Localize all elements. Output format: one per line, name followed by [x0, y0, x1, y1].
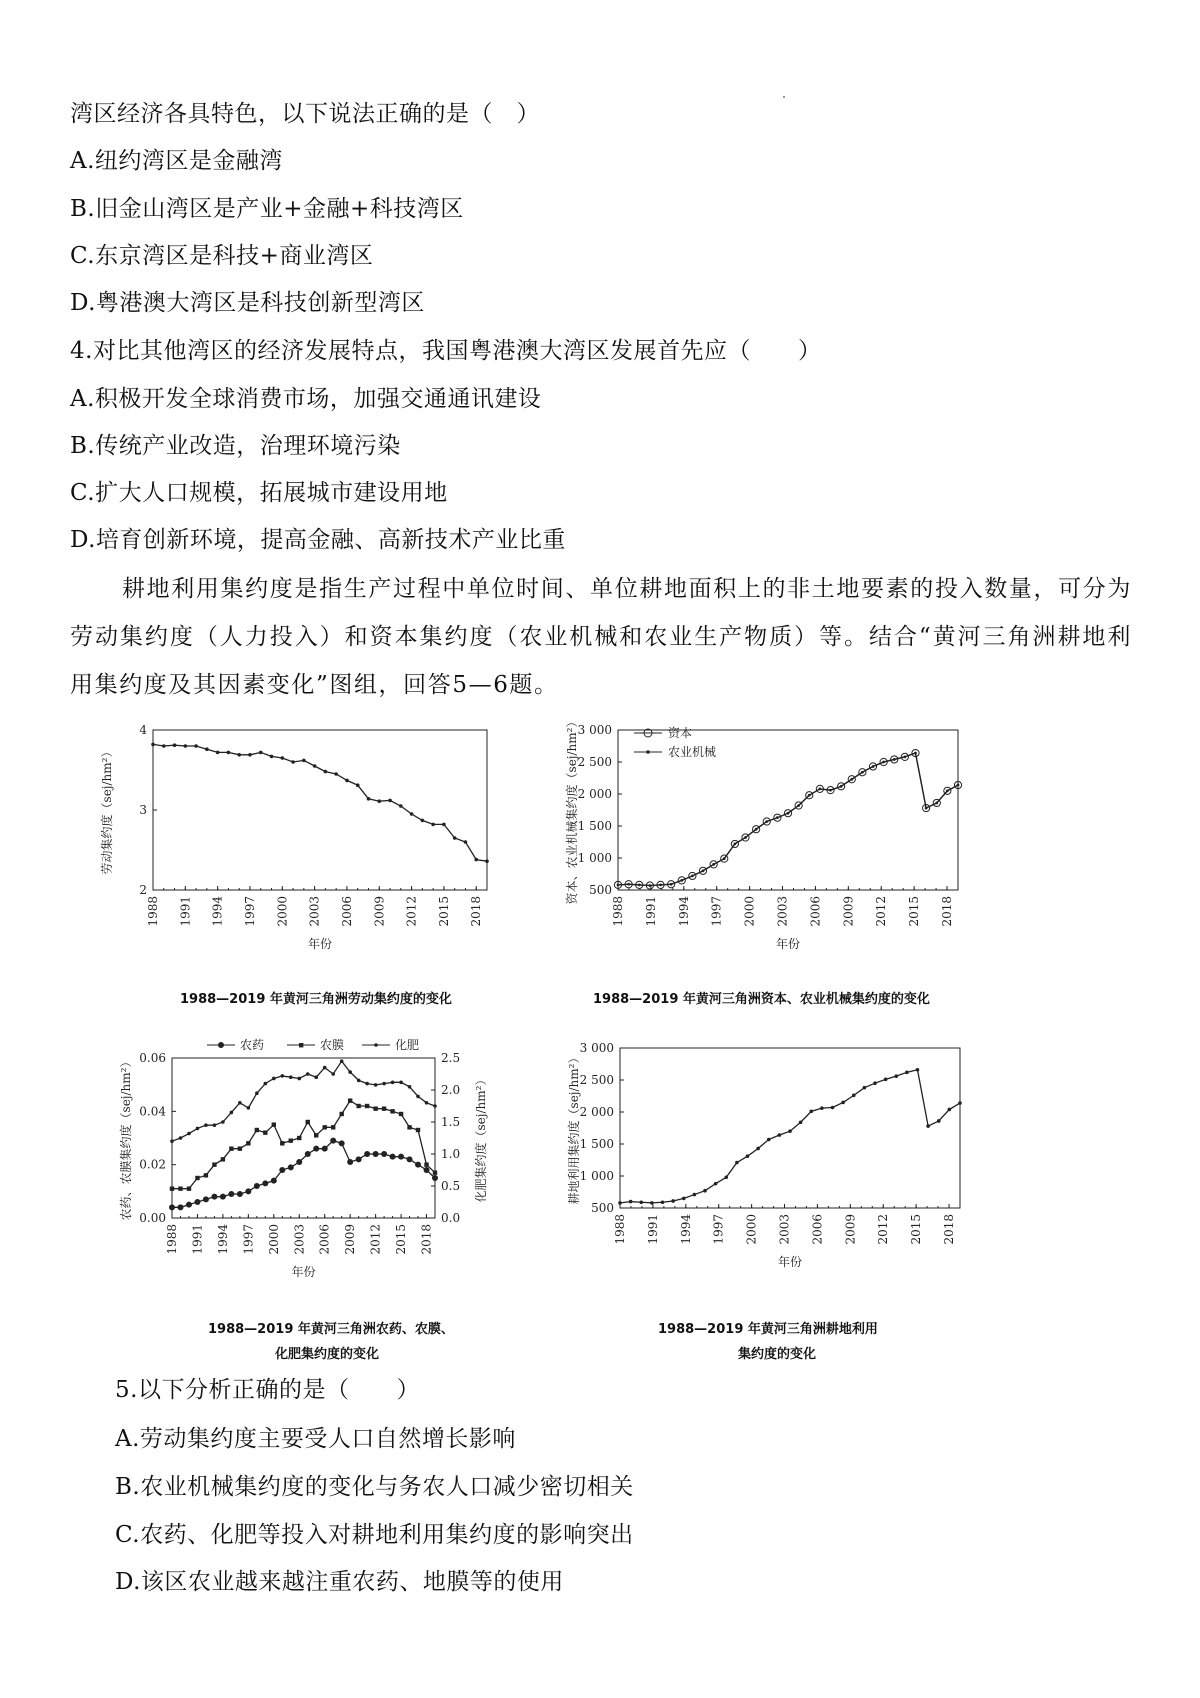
x-tick-label: 2009: [843, 1214, 858, 1245]
data-point: [485, 859, 489, 863]
chart-farmland-caption-line1: 1988—2019 年黄河三角洲耕地利用: [658, 1322, 878, 1337]
data-point: [365, 1104, 369, 1108]
data-point: [280, 1141, 284, 1145]
data-point: [442, 823, 446, 827]
x-axis-label: 年份: [775, 937, 801, 951]
x-tick-label: 2012: [404, 896, 419, 927]
data-point: [767, 1138, 771, 1142]
data-point: [356, 1156, 362, 1162]
data-point: [263, 1130, 267, 1134]
x-tick-label: 2003: [292, 1224, 307, 1255]
data-point: [347, 1159, 353, 1165]
data-point: [399, 804, 403, 808]
data-point: [425, 1101, 429, 1105]
data-point: [340, 1059, 344, 1063]
x-tick-label: 1994: [678, 1214, 693, 1245]
data-point: [306, 1072, 310, 1076]
data-point: [629, 1200, 633, 1204]
y-tick-label: 3: [139, 803, 147, 817]
data-point: [314, 1133, 318, 1137]
data-point: [724, 1175, 728, 1179]
data-point: [671, 1199, 675, 1203]
data-point: [245, 1188, 251, 1194]
legend-label: 农药: [240, 1038, 265, 1052]
data-point: [216, 751, 220, 755]
x-tick-label: 2006: [317, 1224, 332, 1255]
x-tick-label: 2012: [876, 1214, 891, 1245]
data-point: [203, 1196, 209, 1202]
data-point: [302, 759, 306, 763]
y-right-axis-label: 化肥集约度（sej/hm²）: [474, 1073, 488, 1203]
series-line: [153, 744, 487, 861]
data-point: [238, 1101, 242, 1105]
data-point: [373, 1106, 377, 1110]
data-point: [410, 812, 414, 816]
data-point: [187, 1132, 191, 1136]
legend-marker: [374, 1043, 378, 1047]
data-point: [948, 1108, 952, 1112]
data-point: [204, 1173, 208, 1177]
chart-inputs: [112, 1035, 552, 1300]
data-point: [194, 1199, 200, 1205]
data-point: [958, 1101, 962, 1105]
data-point: [382, 1082, 386, 1086]
data-point: [365, 1082, 369, 1086]
data-point: [255, 1128, 259, 1132]
data-point: [230, 1111, 234, 1115]
data-point: [820, 1106, 824, 1110]
data-point: [916, 1068, 920, 1072]
chart-farmland-caption-line2: 集约度的变化: [738, 1347, 817, 1362]
x-tick-label: 2018: [419, 1224, 434, 1255]
series-line: [620, 1070, 960, 1203]
x-tick-label: 2000: [275, 896, 290, 927]
x-axis-label: 年份: [291, 1265, 316, 1279]
data-point: [196, 1127, 200, 1131]
y-axis-label: 劳动集约度（sej/hm²）: [100, 745, 114, 875]
data-point: [905, 1071, 909, 1075]
x-tick-label: 1991: [190, 1224, 205, 1255]
data-point: [433, 1104, 437, 1108]
data-point: [348, 1098, 352, 1102]
x-tick-label: 2006: [339, 896, 354, 927]
question3-option-b: B.旧金山湾区是产业+金融+科技湾区: [70, 196, 464, 222]
data-point: [390, 1109, 394, 1113]
chart-inputs-svg: [112, 1035, 552, 1300]
data-point: [432, 1175, 438, 1181]
x-tick-label: 2009: [841, 896, 856, 927]
data-point: [894, 1074, 898, 1078]
data-point: [788, 1129, 792, 1133]
data-point: [254, 1183, 260, 1189]
legend-marker: [299, 1043, 303, 1047]
data-point: [221, 1120, 225, 1124]
data-point: [255, 1091, 259, 1095]
x-tick-label: 2012: [368, 1224, 383, 1255]
data-point: [194, 744, 198, 748]
data-point: [296, 1159, 302, 1165]
y-right-tick-label: 0.0: [441, 1211, 461, 1225]
data-point: [280, 756, 284, 760]
series-line: [172, 1101, 435, 1189]
chart-inputs-caption-line2: 化肥集约度的变化: [275, 1347, 380, 1362]
data-point: [639, 1200, 643, 1204]
x-tick-label: 2018: [469, 896, 484, 927]
data-point: [356, 1104, 360, 1108]
data-point: [288, 1164, 294, 1170]
data-point: [348, 1070, 352, 1074]
data-point: [714, 1182, 718, 1186]
legend-label: 农膜: [320, 1038, 345, 1052]
x-tick-label: 2018: [940, 896, 955, 927]
data-point: [187, 1186, 191, 1190]
y-axis-label: 资本、农业机械集约度（sej/hm²）: [565, 715, 579, 905]
data-point: [831, 1106, 835, 1110]
data-point: [937, 1119, 941, 1123]
data-point: [169, 1204, 175, 1210]
data-point: [339, 1112, 343, 1116]
data-point: [703, 1189, 707, 1193]
data-point: [314, 1075, 318, 1079]
data-point: [184, 744, 188, 748]
series-line: [172, 1141, 435, 1208]
data-point: [399, 1081, 403, 1085]
data-point: [323, 1066, 327, 1070]
data-point: [421, 819, 425, 823]
data-point: [271, 1178, 277, 1184]
x-tick-label: 2006: [810, 1214, 825, 1245]
y-axis-label: 耕地利用集约度（sej/hm²）: [567, 1051, 581, 1205]
data-point: [270, 755, 274, 759]
data-point: [339, 1140, 345, 1146]
x-tick-label: 1991: [645, 1214, 660, 1245]
y-right-tick-label: 1.0: [441, 1147, 461, 1161]
data-point: [424, 1162, 428, 1166]
data-point: [272, 1077, 276, 1081]
data-point: [289, 1075, 293, 1079]
chart-farmland: [540, 1040, 970, 1300]
x-tick-label: 2003: [307, 896, 322, 927]
question5-option-c: C.农药、化肥等投入对耕地利用集约度的影响突出: [115, 1522, 634, 1548]
data-point: [390, 1154, 396, 1160]
x-tick-label: 1997: [241, 1224, 256, 1255]
y-tick-label: 0.02: [139, 1157, 166, 1172]
data-point: [170, 1186, 174, 1190]
data-point: [852, 1094, 856, 1098]
data-point: [306, 1120, 310, 1124]
data-point: [778, 1133, 782, 1137]
y-right-tick-label: 1.5: [441, 1115, 461, 1129]
x-tick-label: 2012: [874, 896, 889, 927]
x-tick-label: 1997: [242, 896, 257, 927]
data-point: [229, 1146, 233, 1150]
legend-capital-label: 资本: [668, 726, 693, 740]
y-tick-label: 2 500: [577, 755, 612, 769]
data-point: [374, 1083, 378, 1087]
data-point: [213, 1123, 217, 1127]
x-tick-label: 1997: [709, 896, 724, 927]
x-tick-label: 2003: [775, 896, 790, 927]
question4-option-c: C.扩大人口规模，拓展城市建设用地: [70, 480, 448, 506]
question3-option-c: C.东京湾区是科技+商业湾区: [70, 243, 374, 269]
data-point: [259, 751, 263, 755]
data-point: [220, 1194, 226, 1200]
data-point: [237, 1191, 243, 1197]
data-point: [211, 1194, 217, 1200]
data-point: [415, 1162, 421, 1168]
question5-option-d: D.该区农业越来越注重农药、地膜等的使用: [115, 1569, 564, 1595]
data-point: [227, 751, 231, 755]
x-tick-label: 2009: [372, 896, 387, 927]
data-point: [264, 1082, 268, 1086]
data-point: [162, 744, 166, 748]
chart-inputs-caption-line1: 1988—2019 年黄河三角洲农药、农膜、: [208, 1322, 454, 1337]
chart-capital: [538, 715, 988, 975]
data-point: [237, 753, 241, 757]
chart-labor-caption: 1988—2019 年黄河三角洲劳动集约度的变化: [180, 992, 452, 1007]
data-point: [464, 840, 468, 844]
series-line: [618, 753, 958, 885]
y-tick-label: 3 000: [577, 723, 612, 737]
x-tick-label: 1991: [178, 896, 193, 927]
x-tick-label: 2009: [343, 1224, 358, 1255]
data-point: [407, 1156, 413, 1162]
data-point: [324, 770, 328, 774]
data-point: [356, 783, 360, 787]
data-point: [248, 753, 252, 757]
x-tick-label: 2015: [907, 896, 922, 927]
chart-capital-svg: [538, 715, 988, 975]
y-tick-label: 0.00: [139, 1211, 166, 1225]
data-point: [179, 1136, 183, 1140]
data-point: [693, 1193, 697, 1197]
y-tick-label: 1 500: [577, 819, 612, 833]
x-tick-label: 1988: [165, 1224, 179, 1255]
data-point: [297, 1077, 301, 1081]
data-point: [331, 1072, 335, 1076]
y-tick-label: 2 000: [577, 787, 612, 801]
x-tick-label: 1994: [210, 896, 225, 927]
x-tick-label: 2006: [808, 896, 823, 927]
data-point: [297, 1136, 301, 1140]
data-point: [331, 1125, 335, 1129]
data-point: [416, 1128, 420, 1132]
x-tick-label: 1988: [146, 896, 160, 927]
x-tick-label: 2000: [744, 1214, 759, 1245]
data-point: [262, 1180, 268, 1186]
data-point: [313, 764, 317, 768]
data-point: [186, 1202, 192, 1208]
data-point: [151, 743, 155, 747]
data-point: [650, 1201, 654, 1205]
data-point: [661, 1200, 665, 1204]
x-axis-label: 年份: [777, 1255, 803, 1269]
data-point: [228, 1191, 234, 1197]
data-point: [195, 1176, 199, 1180]
intro-paragraph: 耕地利用集约度是指生产过程中单位时间、单位耕地面积上的非土地要素的投入数量，可分为劳动集约度（人力投入）和资本集约度（农业机械和农业生产物质）等。结合“黄河三角洲耕地利用集约度及其因素变化”图组，回答5—6题。: [70, 576, 1132, 698]
data-point: [205, 747, 209, 751]
x-tick-label: 1988: [613, 1214, 627, 1245]
data-point: [391, 1081, 395, 1085]
data-point: [873, 1081, 877, 1085]
data-point: [381, 1151, 387, 1157]
data-point: [291, 760, 295, 764]
x-tick-label: 1988: [611, 896, 625, 927]
x-tick-label: 2015: [394, 1224, 409, 1255]
x-tick-label: 2015: [909, 1214, 924, 1245]
data-point: [272, 1122, 276, 1126]
data-point: [247, 1106, 251, 1110]
data-point: [453, 836, 457, 840]
data-point: [280, 1074, 284, 1078]
data-point: [238, 1146, 242, 1150]
data-point: [221, 1157, 225, 1161]
y-right-tick-label: 0.5: [441, 1179, 461, 1193]
y-tick-label: 500: [591, 1201, 614, 1215]
data-point: [178, 1186, 182, 1190]
data-point: [809, 1110, 813, 1114]
data-point: [177, 1204, 183, 1210]
chart-farmland-svg: [540, 1040, 970, 1300]
data-point: [416, 1095, 420, 1099]
plot-frame: [153, 730, 487, 890]
data-point: [204, 1123, 208, 1127]
data-point: [377, 799, 381, 803]
data-point: [367, 797, 371, 801]
data-point: [841, 1101, 845, 1105]
data-point: [388, 799, 392, 803]
y-right-tick-label: 2.0: [441, 1083, 461, 1097]
data-point: [799, 1120, 803, 1124]
y-tick-label: 2 000: [579, 1105, 614, 1119]
series-line: [618, 753, 958, 885]
x-tick-label: 2018: [942, 1214, 957, 1245]
x-tick-label: 2000: [742, 896, 757, 927]
y-tick-label: 4: [139, 723, 147, 737]
x-tick-label: 2003: [777, 1214, 792, 1245]
data-point: [407, 1125, 411, 1129]
chart-labor: [100, 723, 535, 975]
data-point: [357, 1079, 361, 1083]
data-point: [408, 1085, 412, 1089]
y-tick-label: 1 500: [579, 1137, 614, 1151]
y-tick-label: 1 000: [577, 851, 612, 865]
x-axis-label: 年份: [307, 937, 333, 951]
question5-option-a: A.劳动集约度主要受人口自然增长影响: [115, 1426, 516, 1452]
question3-option-a: A.纽约湾区是金融湾: [70, 148, 283, 174]
x-tick-label: 2015: [436, 896, 451, 927]
data-point: [345, 779, 349, 783]
data-point: [382, 1106, 386, 1110]
data-point: [746, 1154, 750, 1158]
chart-labor-svg: [100, 723, 535, 975]
y-right-tick-label: 2.5: [441, 1051, 461, 1065]
data-point: [926, 1124, 930, 1128]
data-point: [323, 1125, 327, 1129]
legend-machinery-label: 农业机械: [668, 745, 717, 759]
legend-marker: [218, 1042, 224, 1048]
data-point: [173, 743, 177, 747]
y-tick-label: 0.06: [139, 1051, 166, 1065]
data-point: [399, 1112, 403, 1116]
question4-option-a: A.积极开发全球消费市场，加强交通通讯建设: [70, 386, 542, 412]
data-point: [863, 1086, 867, 1090]
legend-machinery-marker: [646, 750, 650, 754]
x-tick-label: 1994: [676, 896, 691, 927]
data-point: [289, 1138, 293, 1142]
x-tick-label: 2000: [266, 1224, 281, 1255]
question4-stem: 4.对比其他湾区的经济发展特点，我国粤港澳大湾区发展首先应（ ）: [70, 338, 822, 364]
chart-capital-caption: 1988—2019 年黄河三角洲资本、农业机械集约度的变化: [593, 992, 930, 1007]
question4-option-b: B.传统产业改造，治理环境污染: [70, 433, 401, 459]
data-point: [682, 1197, 686, 1201]
data-point: [305, 1151, 311, 1157]
y-tick-label: 2: [139, 883, 147, 897]
data-point: [334, 772, 338, 776]
question5-option-b: B.农业机械集约度的变化与务农人口减少密切相关: [115, 1474, 634, 1500]
data-point: [433, 1170, 437, 1174]
data-point: [322, 1146, 328, 1152]
question3-option-d: D.粤港澳大湾区是科技创新型湾区: [70, 290, 425, 316]
data-point: [373, 1151, 379, 1157]
y-axis-label: 农药、农膜集约度（sej/hm²）: [119, 1055, 133, 1221]
data-point: [474, 858, 478, 862]
scan-speck: [783, 96, 785, 98]
y-tick-label: 2 500: [579, 1073, 614, 1087]
y-tick-label: 0.04: [139, 1104, 166, 1119]
y-tick-label: 1 000: [579, 1169, 614, 1183]
data-point: [735, 1161, 739, 1165]
data-point: [170, 1139, 174, 1143]
data-point: [424, 1167, 430, 1173]
y-tick-label: 500: [589, 883, 612, 897]
data-point: [398, 1154, 404, 1160]
question5-stem: 5.以下分析正确的是（ ）: [115, 1377, 420, 1403]
data-point: [756, 1147, 760, 1151]
data-point: [431, 823, 435, 827]
data-point: [618, 1201, 622, 1205]
y-tick-label: 3 000: [579, 1041, 614, 1055]
data-point: [884, 1078, 888, 1082]
legend-label: 化肥: [395, 1038, 420, 1052]
x-tick-label: 1994: [215, 1224, 230, 1255]
question3-stem: 湾区经济各具特色，以下说法正确的是（ ）: [70, 101, 540, 127]
data-point: [330, 1138, 336, 1144]
data-point: [212, 1162, 216, 1166]
x-tick-label: 1997: [711, 1214, 726, 1245]
x-tick-label: 1991: [643, 896, 658, 927]
data-point: [246, 1141, 250, 1145]
data-point: [279, 1167, 285, 1173]
data-point: [364, 1151, 370, 1157]
data-point: [313, 1146, 319, 1152]
question4-option-d: D.培育创新环境，提高金融、高新技术产业比重: [70, 527, 566, 553]
